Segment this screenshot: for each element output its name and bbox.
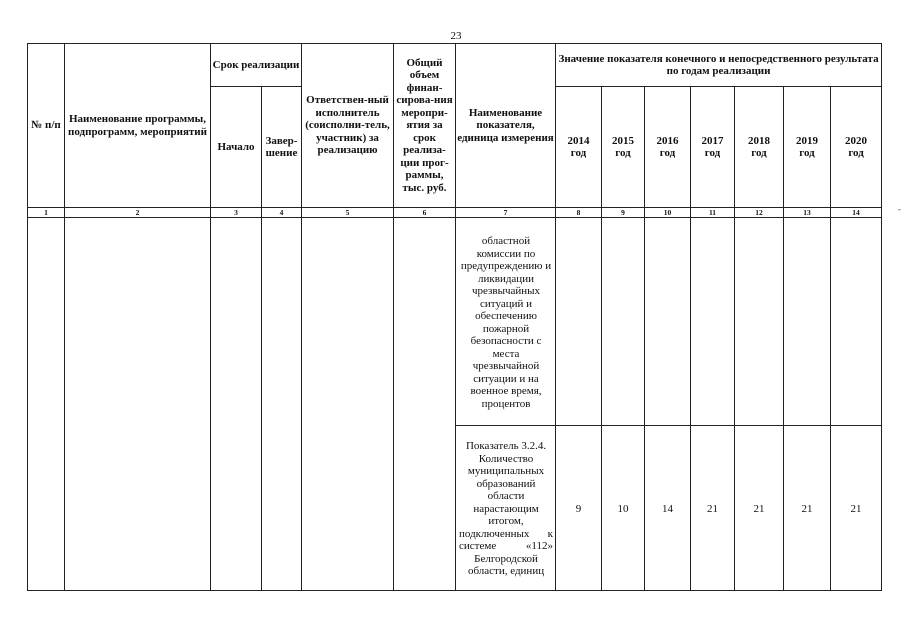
- header-responsible: Ответствен-ный исполнитель (соисполни-тель, участник) за реализацию: [302, 44, 394, 208]
- column-number: 14: [831, 208, 882, 218]
- cell-value-2017: 21: [691, 426, 735, 591]
- column-numbers-row: [28, 208, 882, 218]
- column-number: 11: [691, 208, 735, 218]
- cell-responsible: [302, 218, 394, 591]
- cell-value-2020: 21: [831, 426, 882, 591]
- header-period: Срок реализации: [211, 44, 302, 87]
- column-number: 10: [645, 208, 691, 218]
- cell-start: [211, 218, 262, 591]
- cell-funding: [394, 218, 456, 591]
- cell-value-2017: [691, 218, 735, 426]
- column-number: 12: [735, 208, 784, 218]
- cell-program-name: [65, 218, 211, 591]
- header-row-top: [28, 44, 882, 87]
- cell-value-2014: 9: [556, 426, 602, 591]
- header-program-name: Наименование программы, подпрограмм, мероприятий: [65, 44, 211, 208]
- cell-value-2018: 21: [735, 426, 784, 591]
- cell-value-2018: [735, 218, 784, 426]
- cell-value-2015: [602, 218, 645, 426]
- column-number: 6: [394, 208, 456, 218]
- column-number: 4: [262, 208, 302, 218]
- cell-value-2020: [831, 218, 882, 426]
- header-year-2017: 2017 год: [691, 87, 735, 208]
- program-indicators-table: [27, 43, 882, 591]
- margin-mark: -: [898, 204, 901, 214]
- header-year-2020: 2020 год: [831, 87, 882, 208]
- header-indicator: Наименование показателя, единица измерения: [456, 44, 556, 208]
- cell-value-2016: [645, 218, 691, 426]
- column-number: 3: [211, 208, 262, 218]
- cell-value-2014: [556, 218, 602, 426]
- header-year-2015: 2015 год: [602, 87, 645, 208]
- cell-end: [262, 218, 302, 591]
- cell-value-2016: 14: [645, 426, 691, 591]
- header-funding: Общий объем финан-сирова-ния меропри-ятия за срок реализа-ции прог-раммы, тыс. руб.: [394, 44, 456, 208]
- column-number: 8: [556, 208, 602, 218]
- header-end: Завер-шение: [262, 87, 302, 208]
- table-row: [28, 218, 882, 426]
- page-number: 23: [450, 30, 462, 42]
- cell-value-2019: [784, 218, 831, 426]
- header-year-2018: 2018 год: [735, 87, 784, 208]
- cell-value-2019: 21: [784, 426, 831, 591]
- column-number: 7: [456, 208, 556, 218]
- column-number: 9: [602, 208, 645, 218]
- cell-indicator-text: Показатель 3.2.4. Количество муниципальных образований области нарастающим итогом, подключенных к системе «112» Белгородской области, единиц: [456, 426, 556, 591]
- header-year-2016: 2016 год: [645, 87, 691, 208]
- header-year-2019: 2019 год: [784, 87, 831, 208]
- header-num: № п/п: [28, 44, 65, 208]
- column-number: 2: [65, 208, 211, 218]
- header-start: Начало: [211, 87, 262, 208]
- cell-value-2015: 10: [602, 426, 645, 591]
- header-year-2014: 2014 год: [556, 87, 602, 208]
- cell-indicator-text: областной комиссии по предупреждению и ликвидации чрезвычайных ситуаций и обеспечению пожарной безопасности с места чрезвычайной ситуации и на военное время, процентов: [456, 218, 556, 426]
- header-values-by-year: Значение показателя конечного и непосредственного результата по годам реализации: [556, 44, 882, 87]
- column-number: 5: [302, 208, 394, 218]
- cell-num: [28, 218, 65, 591]
- column-number: 13: [784, 208, 831, 218]
- column-number: 1: [28, 208, 65, 218]
